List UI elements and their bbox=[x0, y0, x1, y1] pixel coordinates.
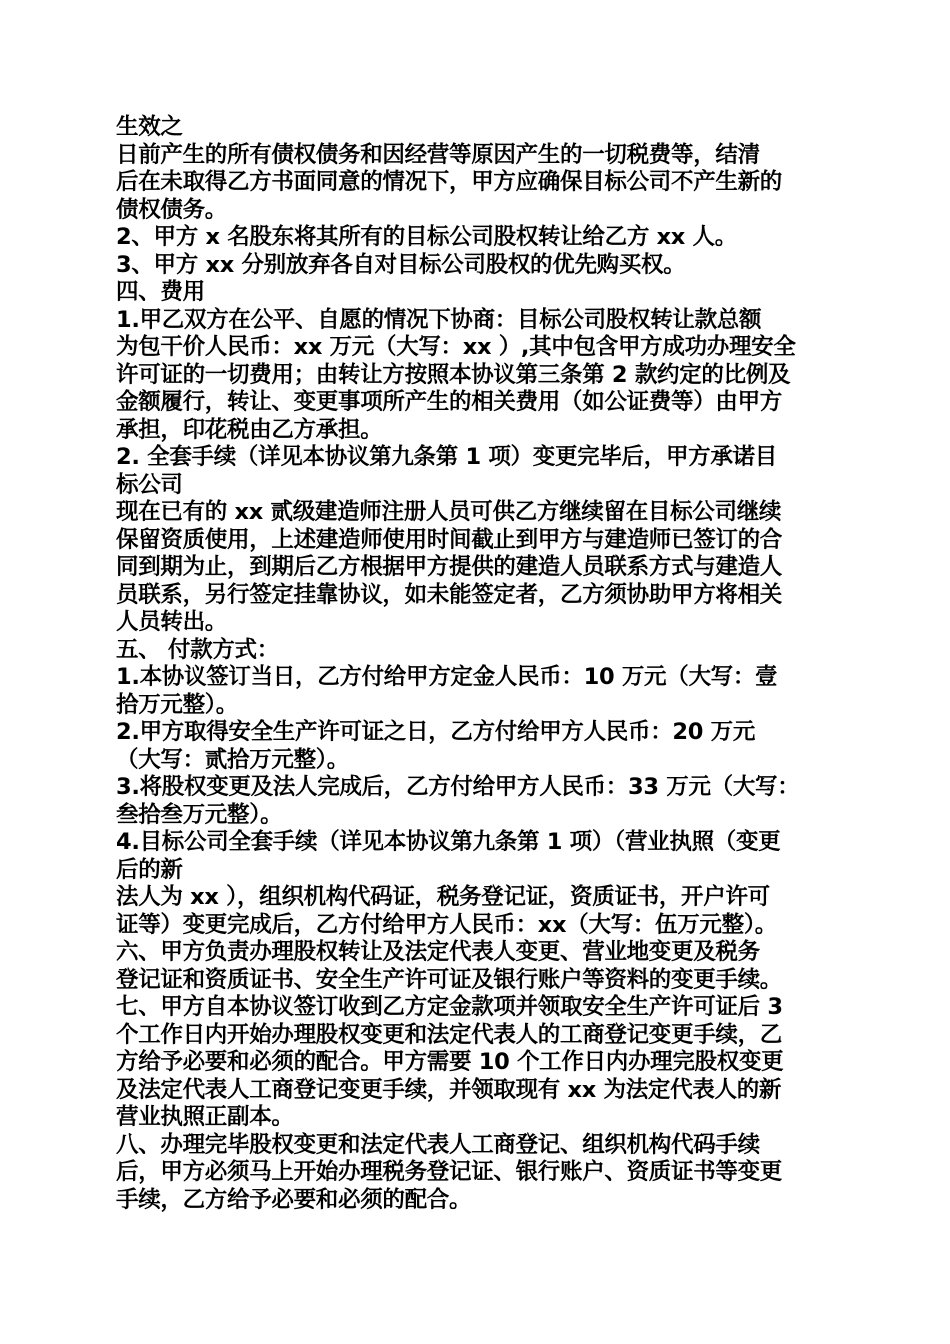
document-text-line: 日前产生的所有债权债务和因经营等原因产生的一切税费等，结清 bbox=[116, 141, 760, 168]
document-text-line: 许可证的一切费用；由转让方按照本协议第三条第 2 款约定的比例及 bbox=[116, 361, 791, 388]
document-text-line: 现在已有的 xx 贰级建造师注册人员可供乙方继续留在目标公司继续 bbox=[116, 499, 782, 525]
document-text-line: 后，甲方必须马上开始办理税务登记证、银行账户、资质证书等变更 bbox=[116, 1159, 783, 1185]
document-text-line: 1.本协议签订当日，乙方付给甲方定金人民币：10 万元（大写：壹 bbox=[116, 664, 778, 690]
document-text-line: 2、甲方 x 名股东将其所有的目标公司股权转让给乙方 xx 人。 bbox=[116, 224, 737, 250]
document-text-line: 拾万元整）。 bbox=[116, 691, 238, 718]
document-text-line: 4.目标公司全套手续（详见本协议第九条第 1 项）（营业执照（变更 bbox=[116, 829, 781, 855]
document-text-line: 个工作日内开始办理股权变更和法定代表人的工商登记变更手续，乙 bbox=[116, 1021, 783, 1048]
document-text-line: 法人为 xx ），组织机构代码证，税务登记证，资质证书，开户许可 bbox=[116, 884, 770, 910]
document-text-line: 金额履行，转让、变更事项所产生的相关费用（如公证费等）由甲方 bbox=[116, 389, 783, 415]
document-text-line: （大写：贰拾万元整）。 bbox=[116, 746, 349, 773]
document-text-line: 及法定代表人工商登记变更手续，并领取现有 xx 为法定代表人的新 bbox=[116, 1076, 782, 1103]
document-text-line: 2. 全套手续（详见本协议第九条第 1 项）变更完毕后，甲方承诺目 bbox=[116, 444, 777, 470]
document-text-line: 四、费用 bbox=[116, 279, 205, 305]
document-text-line: 七、甲方自本协议签订收到乙方定金款项并领取安全生产许可证后 3 bbox=[116, 994, 783, 1020]
document-text-line: 3.将股权变更及法人完成后，乙方付给甲方人民币：33 万元（大写： bbox=[116, 774, 800, 800]
document-text-line: 手续，乙方给予必要和必须的配合。 bbox=[116, 1186, 472, 1213]
document-text-line: 后的新 bbox=[116, 856, 183, 883]
document-text-line: 人员转出。 bbox=[116, 609, 228, 635]
document-text-line: 生效之 bbox=[116, 114, 183, 140]
document-text-line: 标公司 bbox=[116, 471, 183, 498]
document-text-line: 员联系，另行签定挂靠协议，如未能签定者，乙方须协助甲方将相关 bbox=[116, 581, 783, 608]
document-body bbox=[116, 114, 838, 1214]
document-text-line: 五、 付款方式： bbox=[116, 636, 279, 663]
document-text-line: 3、甲方 xx 分别放弃各自对目标公司股权的优先购买权。 bbox=[116, 251, 686, 278]
document-text-line: 叁拾叁万元整）。 bbox=[116, 801, 283, 828]
document-text-line: 承担，印花税由乙方承担。 bbox=[116, 416, 383, 443]
document-text-line: 方给予必要和必须的配合。甲方需要 10 个工作日内办理完股权变更 bbox=[116, 1049, 784, 1075]
document-text-line: 八、办理完毕股权变更和法定代表人工商登记、组织机构代码手续 bbox=[116, 1131, 760, 1158]
document-text-line: 六、甲方负责办理股权转让及法定代表人变更、营业地变更及税务 bbox=[116, 939, 760, 965]
document-text-line: 营业执照正副本。 bbox=[116, 1104, 294, 1130]
document-text-line: 2.甲方取得安全生产许可证之日，乙方付给甲方人民币：20 万元 bbox=[116, 719, 756, 745]
document-text-line: 后在未取得乙方书面同意的情况下，甲方应确保目标公司不产生新的 bbox=[116, 169, 783, 195]
document-text-line: 登记证和资质证书、安全生产许可证及银行账户等资料的变更手续。 bbox=[116, 966, 783, 993]
document-text-line: 债权债务。 bbox=[116, 196, 228, 223]
document-text-line: 证等）变更完成后，乙方付给甲方人民币：xx（大写：伍万元整）。 bbox=[116, 911, 777, 938]
document-text-line: 为包干价人民币：xx 万元（大写：xx ）,其中包含甲方成功办理安全 bbox=[116, 334, 796, 360]
document-text-line: 同到期为止，到期后乙方根据甲方提供的建造人员联系方式与建造人 bbox=[116, 554, 783, 580]
document-text-line: 1.甲乙双方在公平、自愿的情况下协商：目标公司股权转让款总额 bbox=[116, 306, 762, 333]
document-text-line: 保留资质使用，上述建造师使用时间截止到甲方与建造师已签订的合 bbox=[116, 526, 783, 553]
